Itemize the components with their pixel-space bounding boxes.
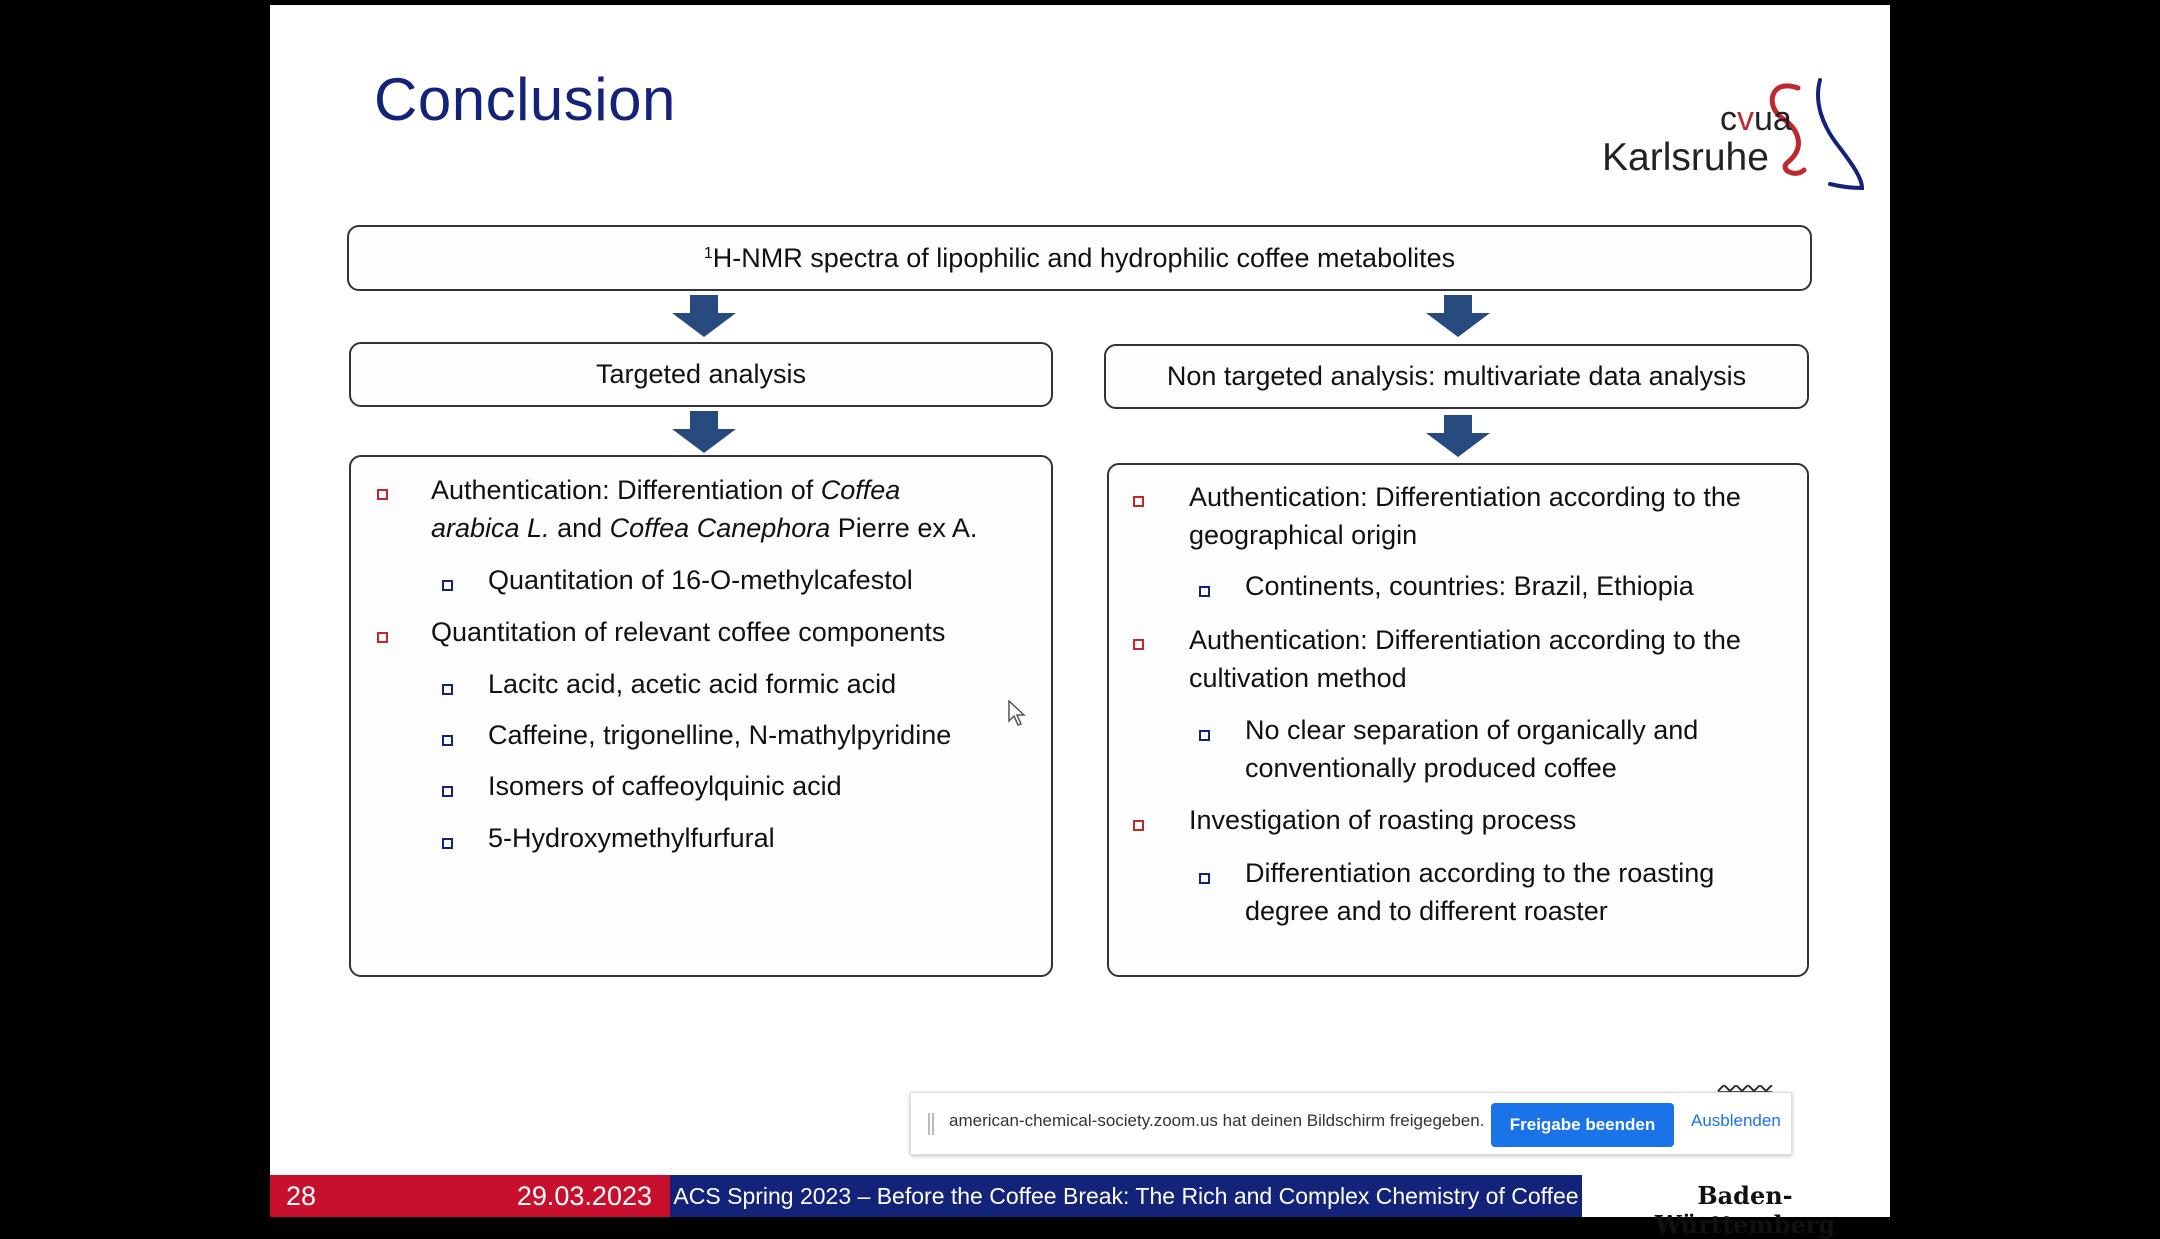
list-item: 5-Hydroxymethylfurfural [488, 823, 775, 853]
blue-square-bullet-icon [442, 735, 453, 746]
slide [270, 5, 1890, 1239]
list-item: Isomers of caffeoylquinic acid [488, 771, 842, 801]
list-item: Continents, countries: Brazil, Ethiopia [1245, 571, 1694, 601]
superscript-one: 1 [703, 245, 713, 262]
red-square-bullet-icon [377, 632, 388, 643]
list-item: Authentication: Differentiation of Coffea arabica L. and Coffea Canephora Pierre ex A. [431, 475, 978, 543]
non-targeted-analysis-box [1104, 344, 1809, 409]
list-item: Lacitc acid, acetic acid formic acid [488, 669, 897, 699]
logo-line2: Karlsruhe [1602, 136, 1769, 179]
presentation-date: 29.03.2023 [516, 1181, 652, 1211]
screen-share-bar[interactable] [910, 1092, 1792, 1155]
drag-handle-icon[interactable] [928, 1113, 936, 1135]
blue-square-bullet-icon [442, 684, 453, 695]
red-square-bullet-icon [1133, 639, 1144, 650]
stop-sharing-button[interactable]: Freigabe beenden [1491, 1103, 1674, 1147]
list-item: No clear separation of organically and conventionally produced coffee [1245, 715, 1699, 783]
down-arrow-icon [1426, 415, 1490, 457]
nmr-spectra-box [347, 225, 1812, 291]
red-square-bullet-icon [377, 489, 388, 500]
state-name: Baden-Württemberg [1654, 1181, 1836, 1239]
blue-square-bullet-icon [442, 580, 453, 591]
blue-square-bullet-icon [1199, 873, 1210, 884]
slide-title: Conclusion [374, 66, 676, 133]
logo-line1: cvua [1720, 100, 1792, 138]
list-item: Quantitation of relevant coffee components [431, 617, 946, 647]
down-arrow-icon [1426, 295, 1490, 337]
page-number: 28 [286, 1181, 317, 1211]
targeted-results-box [349, 455, 1053, 977]
blue-square-bullet-icon [442, 838, 453, 849]
blue-square-bullet-icon [1199, 730, 1210, 741]
mouse-cursor-icon [1008, 700, 1028, 728]
footer-red-band [270, 1175, 670, 1217]
list-item: Differentiation according to the roasting degree and to different roaster [1245, 858, 1715, 926]
cvua-logo [1600, 70, 1880, 200]
list-item: Investigation of roasting process [1189, 805, 1577, 835]
share-message: american-chemical-society.zoom.us hat deinen Bildschirm freigegeben. [949, 1111, 1485, 1130]
non-targeted-analysis-label: Non targeted analysis: multivariate data analysis [1166, 361, 1747, 391]
red-square-bullet-icon [1133, 496, 1144, 507]
targeted-analysis-box [349, 342, 1053, 407]
targeted-analysis-label: Targeted analysis [595, 359, 807, 389]
nmr-spectra-text: H-NMR spectra of lipophilic and hydrophilic coffee metabolites [712, 242, 1456, 273]
event-title: ACS Spring 2023 – Before the Coffee Break: The Rich and Complex Chemistry of Coffee [673, 1182, 1579, 1209]
list-item: Quantitation of 16-O-methylcafestol [488, 565, 913, 595]
list-item: Authentication: Differentiation according to the cultivation method [1189, 625, 1741, 693]
hide-link[interactable]: Ausblenden [1691, 1111, 1781, 1130]
blue-square-bullet-icon [442, 786, 453, 797]
list-item: Caffeine, trigonelline, N-mathylpyridine [488, 720, 952, 750]
down-arrow-icon [672, 411, 736, 453]
footer-event-band [670, 1175, 1582, 1217]
red-square-bullet-icon [1133, 820, 1144, 831]
list-item: Authentication: Differentiation according to the geographical origin [1189, 482, 1741, 550]
down-arrow-icon [672, 295, 736, 337]
non-targeted-results-box [1107, 463, 1809, 977]
blue-square-bullet-icon [1199, 586, 1210, 597]
